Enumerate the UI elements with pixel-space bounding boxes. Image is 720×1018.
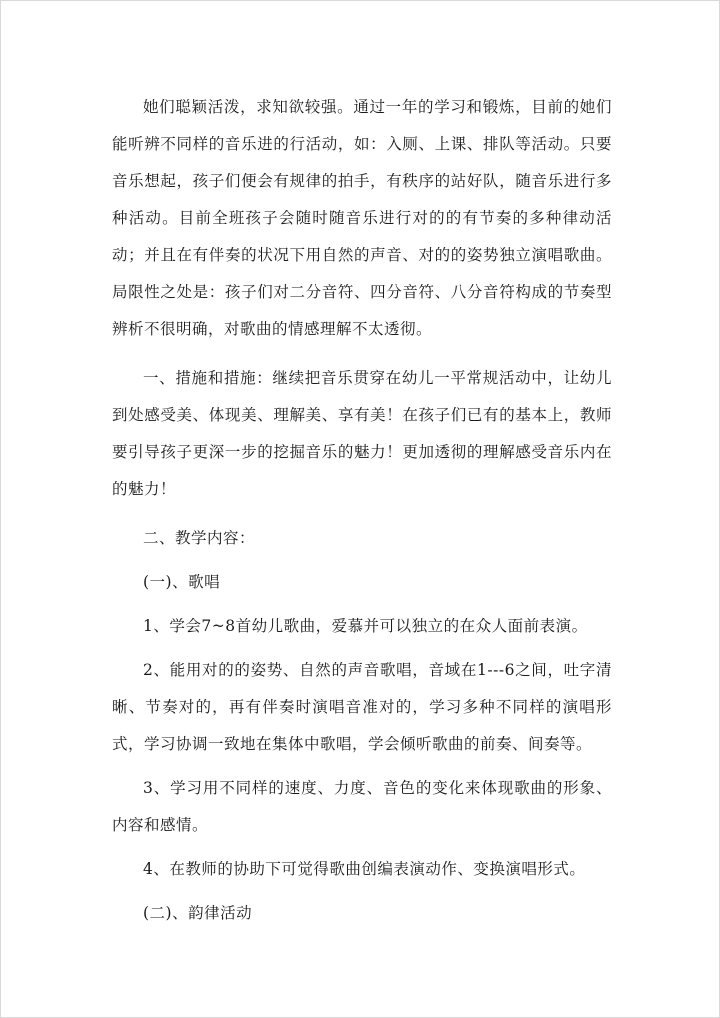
list-item: 1、学会7~8首幼儿歌曲，爱慕并可以独立的在众人面前表演。 — [143, 617, 588, 635]
intro-paragraph: 她们聪颖活泼，求知欲较强。通过一年的学习和锻炼，目前的她们能听辨不同样的音乐进的行活动，如：入厕、上课、排队等活动。只要音乐想起，孩子们便会有规律的拍手，有秩序的站好队，随音乐进行多种活动。目前全班孩子会随时随音乐进行对的的有节奏的多种律动活动；并且在有伴奏的状况下用自然的声音、对的的姿势独立演唱歌曲。局限性之处是：孩子们对二分音符、四分音符、八分音符构成的节奏型辨析不很明确，对歌曲的情感理解不太透彻。 — [112, 98, 612, 338]
subsection-rhythm: (二)、韵律活动 — [143, 904, 253, 922]
section-title-teaching-content: 二、教学内容： — [143, 529, 256, 547]
document-body — [112, 89, 612, 932]
subsection-singing: (一)、歌唱 — [143, 573, 221, 591]
measures-paragraph: 一、措施和措施：继续把音乐贯穿在幼儿一平常规活动中，让幼儿到处感受美、体现美、理解美、享有美！在孩子们已有的基本上，教师要引导孩子更深一步的挖掘音乐的魅力！更加透彻的理解感受音乐内在的魅力！ — [112, 369, 612, 498]
list-item: 4、在教师的协助下可觉得歌曲创编表演动作、变换演唱形式。 — [143, 860, 586, 878]
list-item: 3、学习用不同样的速度、力度、音色的变化来体现歌曲的形象、内容和感情。 — [112, 779, 612, 834]
list-item: 2、能用对的的姿势、自然的声音歌唱，音域在1---6之间，吐字清晰、节奏对的，再有伴奏时演唱音准对的，学习多种不同样的演唱形式，学习协调一致地在集体中歌唱，学会倾听歌曲的前奏、间奏等。 — [112, 661, 612, 753]
